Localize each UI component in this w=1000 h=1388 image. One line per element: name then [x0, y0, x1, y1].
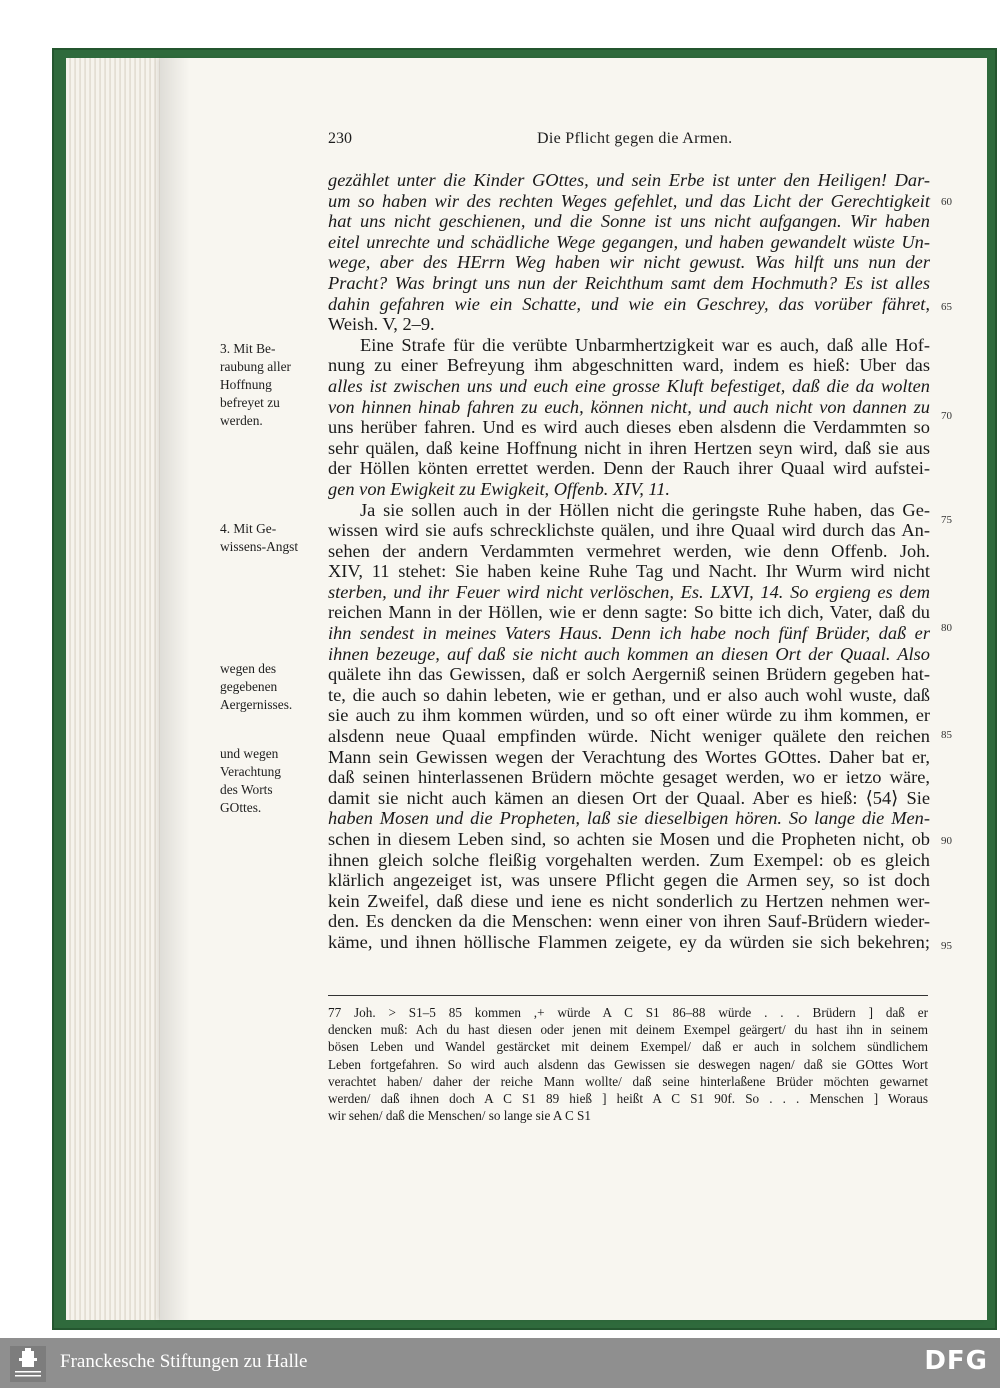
- text-line: ihn sendest in meines Vaters Haus. Denn ich habe noch fünf Brüder, daß er: [328, 623, 930, 644]
- text-line: Pracht? Was bringt uns nun der Reichthum samt dem Hochmuth? Es ist alles: [328, 272, 930, 293]
- text-line: hat uns nicht geschienen, und die Sonne ist uns nicht aufgangen. Wir haben: [328, 211, 930, 232]
- text-line: sterben, und ihr Feuer wird nicht verlöschen, Es. LXVI, 14. So ergieng es dem: [328, 581, 930, 602]
- text-line: klärlich angezeiget ist, was unsere Pflicht gegen die Armen sey, so ist doch: [328, 870, 930, 891]
- page-edges: [66, 58, 175, 1320]
- critical-apparatus: [328, 1004, 928, 1124]
- margin-note: 3. Mit Be- raubung aller Hoffnung befreyet zu werden.: [220, 341, 292, 428]
- text-line: käme, und ihnen höllische Flammen zeigete, ey da würden sie sich bekehren;: [328, 931, 930, 952]
- line-number: 85: [941, 729, 952, 741]
- text-line: alles ist zwischen uns und euch eine grosse Kluft befestiget, daß die da wolten: [328, 375, 930, 396]
- text-line: haben Mosen und die Propheten, laß sie dieselbigen hören. So lange die Men-: [328, 808, 930, 829]
- text-line: von hinnen hinab fahren zu euch, können nicht, und auch nicht von dannen zu: [328, 396, 930, 417]
- line-number: 75: [941, 514, 952, 526]
- line-number: 70: [941, 410, 952, 422]
- text-line: ihnen gleich solche fleißig vorgehalten werden. Zum Exempel: ob es gleich: [328, 849, 930, 870]
- text-line: alsdenn neue Quaal empfinden würde. Nicht weniger quälete den reichen: [328, 726, 930, 747]
- text-line: eitel unrechte und schädliche Wege gegangen, und haben gewandelt wüste Un-: [328, 231, 930, 252]
- text-line: Mann sein Gewissen wegen der Verachtung des Wortes GOttes. Daher bat er,: [328, 746, 930, 767]
- line-number: 65: [941, 301, 952, 313]
- footnote-line: bösen Leben und Wandel gestärcket mit deinem Exempel/ daß er auch in solchem sündlichem: [328, 1039, 928, 1055]
- page-number: 230: [328, 130, 352, 147]
- spine-shadow: [160, 58, 190, 1320]
- footer-bar: [0, 1338, 1000, 1388]
- margin-note: und wegen Verachtung des Worts GOttes.: [220, 746, 281, 815]
- line-number: 90: [941, 835, 952, 847]
- text-line: sehen der andern Verdammten vermehret werden, wie denn Offenb. Joh.: [328, 540, 930, 561]
- text-line: Eine Strafe für die verübte Unbarmhertzigkeit war es auch, daß alle Hof-: [360, 334, 930, 355]
- footnote-line: wir sehen/ daß die Menschen/ so lange sie A C S1: [328, 1108, 591, 1124]
- text-line: ihnen bezeuge, auf daß sie nicht auch kommen an diesen Ort der Quaal. Also: [328, 643, 930, 664]
- text-line: gezählet unter die Kinder GOttes, und sein Erbe ist unter den Heiligen! Dar-: [328, 170, 930, 190]
- text-line: uns herüber fahren. Und es wird auch dieses eben alsdenn die Verdammten so: [328, 417, 930, 438]
- text-line: wege, aber des HErrn Weg haben wir nicht gewust. Was hilft uns nun der: [328, 252, 930, 273]
- text-line: XIV, 11 stehet: Sie haben keine Ruhe Tag und Nacht. Ihr Wurm wird nicht: [328, 561, 930, 582]
- margin-note: wegen des gegebenen Aergernisses.: [220, 661, 293, 712]
- text-line: quälete ihn das Gewissen, daß er solch Aergerniß seinen Brüdern gegeben hat-: [328, 664, 930, 685]
- text-line: te, die auch so dahin lebeten, wie er gethan, und er also auch wohl wuste, daß: [328, 684, 930, 705]
- text-line: sie auch zu ihm kommen würden, und so oft einer würde zu ihm kommen, er: [328, 705, 930, 726]
- text-line: wissen wird sie aufs schrecklichste quälen, und ihre Quaal wird durch das An-: [328, 520, 930, 541]
- text-line: dahin gefahren wie ein Schatte, und wie ein Geschrey, das vorüber fähret,: [328, 293, 930, 314]
- text-line: reichen Mann in der Höllen, wie er denn sagte: So bitte ich dich, Vater, daß du: [328, 602, 930, 623]
- text-line: kein Zweifel, daß diese und iene es nicht sonderlich zu Hertzen nehmen wer-: [328, 890, 930, 911]
- footnote-line: 77 Joh. > S1–5 85 kommen ,+ würde A C S1 86–88 würde . . . Brüdern ] daß er: [328, 1005, 928, 1020]
- text-line: Ja sie sollen auch in der Höllen nicht die geringste Ruhe haben, das Ge-: [360, 499, 930, 520]
- text-line: den. Es dencken da die Menschen: wenn einer von ihren Sauf-Brüdern wieder-: [328, 911, 930, 932]
- footnote-line: dencken muß: Ach du hast diesen oder jenen mit deinem Exempel geärgert/ du hast ihn in seinem: [328, 1022, 928, 1038]
- running-title: Die Pflicht gegen die Armen.: [537, 130, 733, 147]
- margin-note: 4. Mit Ge- wissens-Angst: [220, 521, 299, 554]
- text-line: der Höllen könten errettet werden. Denn der Rauch ihrer Quaal wird aufstei-: [328, 458, 930, 479]
- dfg-logo[interactable]: DFG: [924, 1346, 988, 1376]
- text-line: sehr quälen, daß keine Hoffnung nicht in ihren Hertzen seyn wird, daß sie aus: [328, 437, 930, 458]
- text-line: schen in diesem Leben sind, so achten sie Mosen und die Propheten nicht, ob: [328, 829, 930, 849]
- line-number: 95: [941, 940, 952, 952]
- institution-logo-icon[interactable]: [10, 1346, 46, 1382]
- running-head: [328, 130, 928, 154]
- line-number: 80: [941, 622, 952, 634]
- footnote-divider: [328, 995, 928, 996]
- text-line: Weish. V, 2–9.: [328, 314, 435, 335]
- footnote-line: verachtet haben/ daher der reiche Mann wollte/ daß seine hinterlaßene Brüder möchten gewarnet: [328, 1073, 928, 1089]
- footnote-line: Leben fortgefahren. So wird auch alsdenn das Gewissen sie deswegen nagen/ daß sie GOttes Wort: [328, 1056, 928, 1072]
- text-line: gen von Ewigkeit zu Ewigkeit, Offenb. XIV, 11.: [328, 478, 671, 499]
- text-line: daß seinen hinterlassenen Brüdern möchte gesaget werden, wo er ietzo wäre,: [328, 767, 930, 788]
- main-text: [328, 170, 930, 953]
- text-line: um so haben wir des rechten Weges gefehlet, und das Licht der Gerechtigkeit: [328, 190, 930, 211]
- text-line: damit sie nicht auch kämen an diesen Ort der Quaal. Aber es hieß: ⟨54⟩ Sie: [328, 787, 930, 808]
- line-number: 60: [941, 196, 952, 208]
- text-line: nung zu einer Befreyung ihm abgeschnitten ward, indem es hieß: Uber das: [328, 355, 930, 376]
- institution-name[interactable]: Franckesche Stiftungen zu Halle: [60, 1351, 308, 1372]
- footnote-line: werden/ daß ihnen doch A C S1 89 hieß ] heißt A C S1 90f. So . . . Menschen ] Woraus: [328, 1090, 928, 1106]
